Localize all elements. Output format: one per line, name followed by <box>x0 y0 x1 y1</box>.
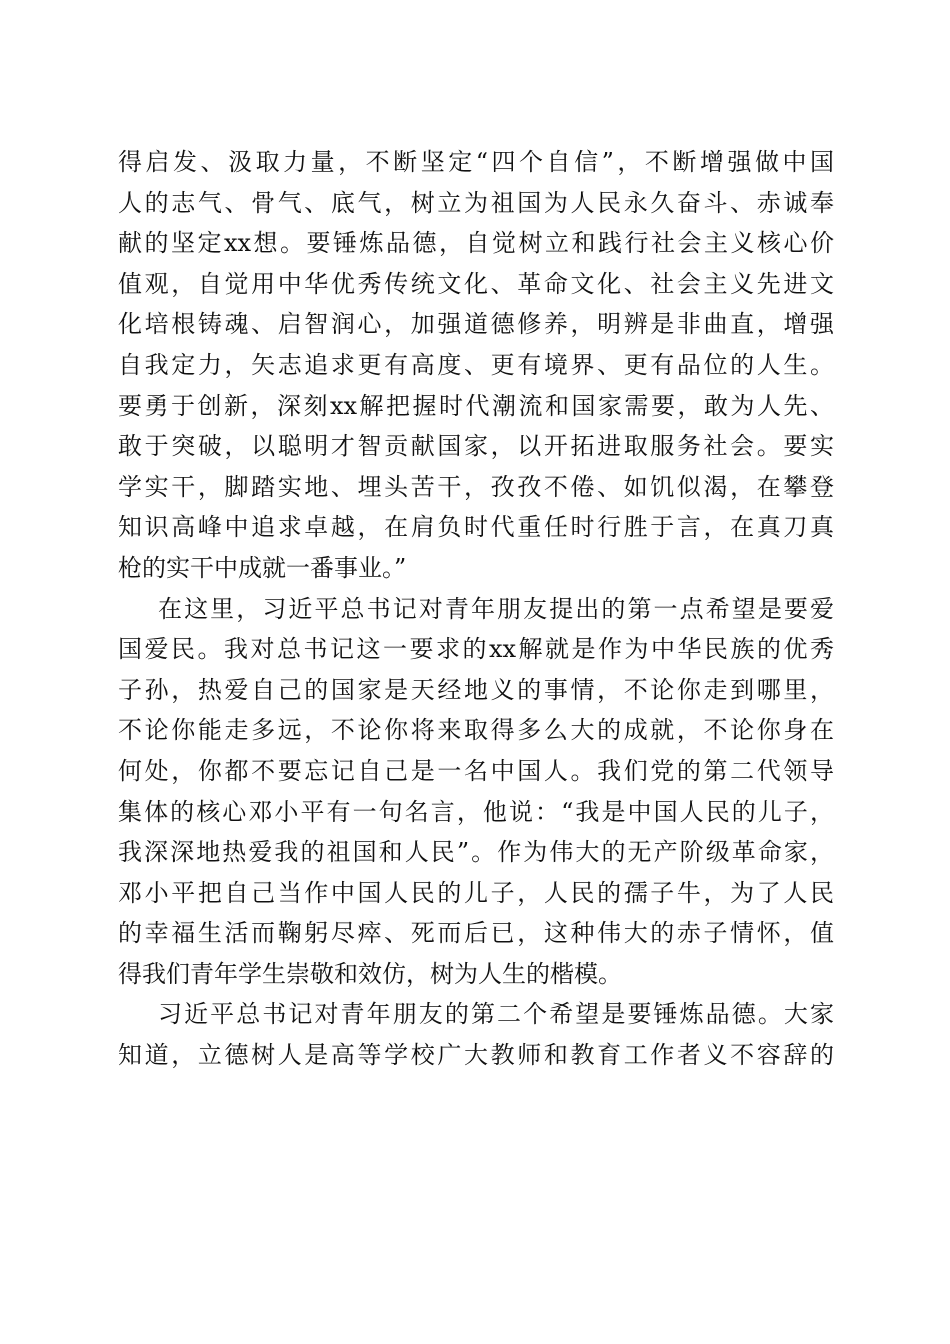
paragraph-1 <box>118 142 834 589</box>
text-line: 邓小平把自己当作中国人民的儿子，人民的孺子牛，为了人民 <box>118 878 834 907</box>
text-line: 习近平总书记对青年朋友的第二个希望是要锤炼品德。大家 <box>158 1000 834 1029</box>
text-line: 知识高峰中追求卓越，在肩负时代重任时行胜于言，在真刀真 <box>118 513 834 542</box>
text-line: 不论你能走多远，不论你将来取得多么大的成就，不论你身在 <box>118 716 834 745</box>
paragraph-2 <box>118 589 834 995</box>
text-line: 自我定力，矢志追求更有高度、更有境界、更有品位的人生。 <box>118 350 834 379</box>
text-line: 值观，自觉用中华优秀传统文化、革命文化、社会主义先进文 <box>118 269 834 298</box>
text-line: 敢于突破，以聪明才智贡献国家，以开拓进取服务社会。要实 <box>118 432 834 461</box>
text-line: 要勇于创新，深刻xx解把握时代潮流和国家需要，敢为人先、 <box>118 391 834 420</box>
text-line: 学实干，脚踏实地、埋头苦干，孜孜不倦、如饥似渴，在攀登 <box>118 472 834 501</box>
text-line: 化培根铸魂、启智润心，加强道德修养，明辨是非曲直，增强 <box>118 310 834 339</box>
body-text <box>118 142 834 1076</box>
text-line: 我深深地热爱我的祖国和人民”。作为伟大的无产阶级革命家， <box>118 838 834 867</box>
text-line: 何处，你都不要忘记自己是一名中国人。我们党的第二代领导 <box>118 756 834 785</box>
text-line: 得启发、汲取力量，不断坚定“四个自信”，不断增强做中国 <box>118 148 834 176</box>
text-line: 的幸福生活而鞠躬尽瘁、死而后已，这种伟大的赤子情怀，值 <box>118 919 834 948</box>
text-line: 人的志气、骨气、底气，树立为祖国为人民永久奋斗、赤诚奉 <box>118 188 834 217</box>
text-line: 知道，立德树人是高等学校广大教师和教育工作者义不容辞的 <box>118 1041 834 1070</box>
text-line: 子孙，热爱自己的国家是天经地义的事情，不论你走到哪里， <box>118 675 834 704</box>
paragraph-3 <box>118 994 834 1075</box>
text-line: 献的坚定xx想。要锤炼品德，自觉树立和践行社会主义核心价 <box>118 229 834 258</box>
text-line: 枪的实干中成就一番事业。” <box>118 553 407 582</box>
text-line: 得我们青年学生崇敬和效仿，树为人生的楷模。 <box>118 959 622 988</box>
text-line: 在这里，习近平总书记对青年朋友提出的第一点希望是要爱 <box>158 594 834 623</box>
text-line: 集体的核心邓小平有一句名言，他说：“我是中国人民的儿子， <box>118 797 834 826</box>
text-line: 国爱民。我对总书记这一要求的xx解就是作为中华民族的优秀 <box>118 635 834 664</box>
